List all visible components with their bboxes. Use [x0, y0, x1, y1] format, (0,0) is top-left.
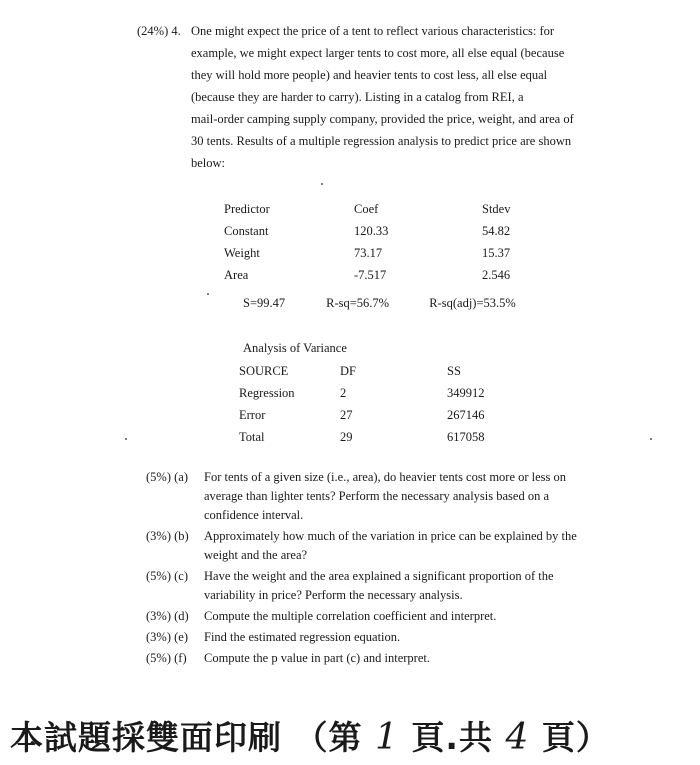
part-line: variability in price? Perform the necessary analysis. — [204, 588, 463, 602]
part-line: Compute the p value in part (c) and interpret. — [204, 651, 430, 665]
part-tag: (3%) (d) — [146, 609, 189, 623]
question-4 — [137, 20, 657, 174]
regression-table — [224, 198, 562, 286]
rsq-value: R-sq=56.7% — [326, 296, 390, 310]
scan-speck — [207, 293, 209, 295]
part-tag: (5%) (a) — [146, 470, 188, 484]
table-row — [239, 382, 527, 404]
anova-title: Analysis of Variance — [243, 341, 347, 355]
part-line: Have the weight and the area explained a significant proportion of the — [204, 569, 554, 583]
question-line: (because they are harder to carry). Listing in a catalog from REI, a — [191, 90, 524, 104]
header-coef: Coef — [354, 201, 379, 216]
question-line: below: — [191, 156, 226, 170]
part-e — [146, 628, 656, 647]
scan-speck — [321, 183, 323, 185]
predictor-cell: Constant — [224, 223, 269, 238]
footer-total-pages: 4 — [505, 717, 530, 758]
header-predictor: Predictor — [224, 201, 270, 216]
header-stdev: Stdev — [482, 201, 511, 216]
question-weight: (24%) — [137, 24, 169, 38]
part-d — [146, 607, 656, 626]
stdev-cell: 2.546 — [482, 267, 511, 282]
footer-text-mid: 頁.共 — [411, 718, 493, 757]
part-line: For tents of a given size (i.e., area), do heavier tents cost more or less on — [204, 470, 567, 484]
anova-table — [239, 360, 527, 448]
part-line: Approximately how much of the variation in price can be explained by the — [204, 529, 577, 543]
coef-cell: 73.17 — [354, 245, 383, 260]
df-cell: 2 — [340, 385, 347, 400]
part-line: average than lighter tents? Perform the necessary analysis based on a — [204, 489, 550, 503]
part-a — [146, 468, 656, 525]
stdev-cell: 15.37 — [482, 245, 511, 260]
question-label — [137, 20, 181, 42]
regression-header-row — [224, 198, 562, 220]
s-value: S=99.47 — [243, 296, 286, 310]
coef-cell: 120.33 — [354, 223, 389, 238]
predictor-cell: Area — [224, 267, 249, 282]
anova-header-row — [239, 360, 527, 382]
part-c — [146, 567, 656, 605]
part-b — [146, 527, 656, 565]
scan-speck — [650, 438, 652, 440]
source-cell: Regression — [239, 385, 295, 400]
ss-cell: 617058 — [447, 429, 485, 444]
part-tag: (3%) (e) — [146, 630, 188, 644]
table-row — [239, 426, 527, 448]
table-row — [224, 264, 562, 286]
part-line: Compute the multiple correlation coefficient and interpret. — [204, 609, 497, 623]
source-cell: Total — [239, 429, 265, 444]
df-cell: 27 — [340, 407, 353, 422]
question-number: 4. — [171, 24, 181, 38]
table-row — [224, 242, 562, 264]
ss-cell: 349912 — [447, 385, 485, 400]
header-ss: SS — [447, 363, 461, 378]
question-line: One might expect the price of a tent to reflect various characteristics: for — [191, 24, 555, 38]
question-parts — [146, 468, 656, 670]
source-cell: Error — [239, 407, 266, 422]
question-line: they will hold more people) and heavier tents to cost less, all else equal — [191, 68, 548, 82]
part-tag: (5%) (f) — [146, 651, 187, 665]
part-tag: (5%) (c) — [146, 569, 188, 583]
part-line: confidence interval. — [204, 508, 304, 522]
question-text — [191, 20, 657, 174]
page-footer — [10, 712, 690, 759]
regression-summary — [243, 296, 516, 311]
header-df: DF — [340, 363, 356, 378]
part-tag: (3%) (b) — [146, 529, 189, 543]
question-line: example, we might expect larger tents to cost more, all else equal (because — [191, 46, 565, 60]
part-line: Find the estimated regression equation. — [204, 630, 401, 644]
predictor-cell: Weight — [224, 245, 260, 260]
rsq-adj-value: R-sq(adj)=53.5% — [429, 296, 516, 310]
footer-text-after: 頁） — [541, 718, 610, 757]
coef-cell: -7.517 — [354, 267, 387, 282]
table-row — [224, 220, 562, 242]
table-row — [239, 404, 527, 426]
part-f — [146, 649, 656, 668]
question-line: mail-order camping supply company, provided the price, weight, and area of — [191, 112, 574, 126]
df-cell: 29 — [340, 429, 353, 444]
header-source: SOURCE — [239, 363, 289, 378]
stdev-cell: 54.82 — [482, 223, 511, 238]
footer-page-number: 1 — [375, 717, 399, 758]
part-line: weight and the area? — [204, 548, 308, 562]
scan-speck — [125, 438, 127, 440]
footer-text-before: 本試題採雙面印刷 （第 — [10, 718, 363, 757]
ss-cell: 267146 — [447, 407, 485, 422]
question-line: 30 tents. Results of a multiple regression analysis to predict price are shown — [191, 134, 572, 148]
